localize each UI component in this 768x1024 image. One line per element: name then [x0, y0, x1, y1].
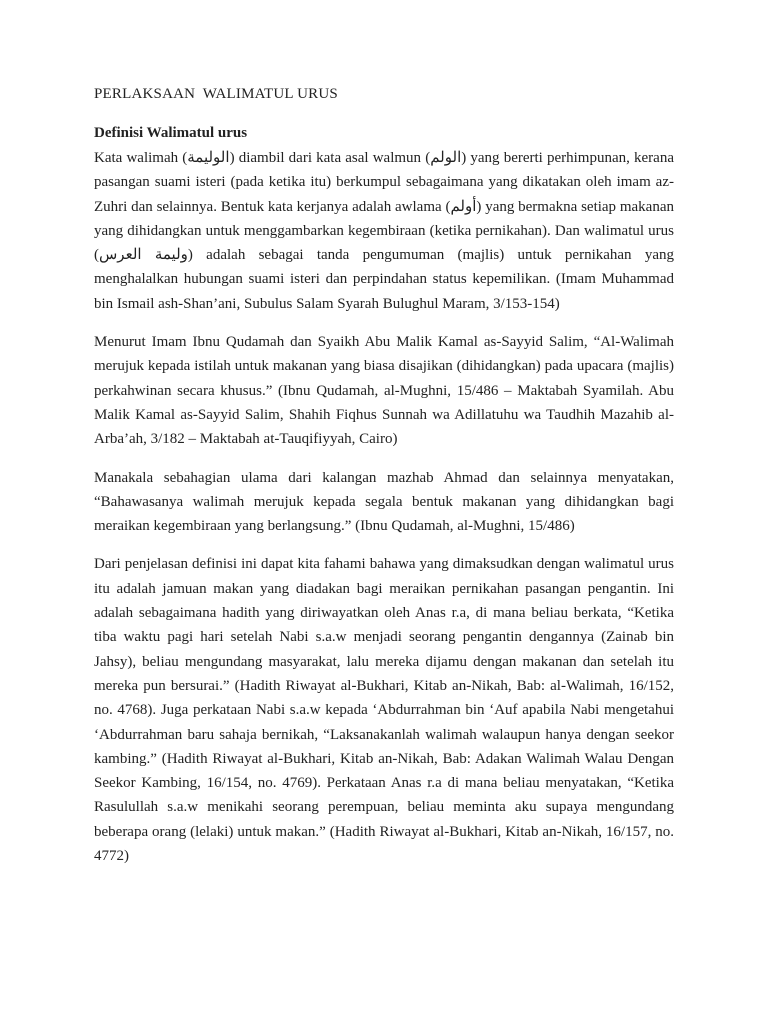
paragraph-hadith: Dari penjelasan definisi ini dapat kita fahami bahawa yang dimaksudkan dengan walimatul urus itu adalah jamuan makan yang diadakan bagi meraikan pernikahan pasangan pengantin. Ini adalah sebagaimana hadith yang diriwayatkan oleh Anas r.a, di mana beliau berkata, “Ketika tiba waktu pagi hari setelah Nabi s.a.w menjadi seorang pengantin dengannya (Zainab bin Jahsy), beliau mengundang masyarakat, lalu mereka dijamu dengan makanan dan setelah itu mereka pun bersurai.” (Hadith Riwayat al-Bukhari, Kitab an-Nikah, Bab: al-Walimah, 16/152, no. 4768). Juga perkataan Nabi s.a.w kepada ‘Abdurrahman bin ‘Auf apabila Nabi mengetahui ‘Abdurrahman baru sahaja bernikah, “Laksanakanlah walimah walaupun hanya dengan seekor kambing.” (Hadith Riwayat al-Bukhari, Kitab an-Nikah, Bab: Adakan Walimah Walau Dengan Seekor Kambing, 16/154, no. 4769). Perkataan Anas r.a di mana beliau menyatakan, “Ketika Rasulullah s.a.w menikahi seorang perempuan, beliau meminta aku supaya mengundang beberapa orang (lelaki) untuk makan.” (Hadith Riwayat al-Bukhari, Kitab an-Nikah, 16/157, no. 4772) [94, 556, 674, 865]
paragraph-ibnu-qudamah: Menurut Imam Ibnu Qudamah dan Syaikh Abu Malik Kamal as-Sayyid Salim, “Al-Walimah merujuk kepada istilah untuk makanan yang biasa disajikan (dihidangkan) pada upacara (majlis) perkahwinan secara khusus.” (Ibnu Qudamah, al-Mughni, 15/486 – Maktabah Syamilah. Abu Malik Kamal as-Sayyid Salim, Shahih Fiqhus Sunnah wa Adillatuhu wa Taudhih Mazahib al-Arba’ah, 3/182 – Maktabah at-Tauqifiyyah, Cairo) [94, 334, 674, 448]
document-title: PERLAKSAAN WALIMATUL URUS [94, 86, 338, 102]
paragraph-definition: Kata walimah (الوليمة) diambil dari kata asal walmun (الولم) yang bererti perhimpunan, kerana pasangan suami isteri (pada ketika itu) berkumpul sebagaimana yang dikatakan oleh imam az-Zuhri dan selainnya. Bentuk kata kerjanya adalah awlama (أولم) yang bermakna setiap makanan yang dihidangkan untuk menggambarkan kegembiraan (ketika pernikahan). Dan walimatul urus (وليمة العرس) adalah sebagai tanda pengumuman (majlis) untuk pernikahan yang menghalalkan hubungan suami isteri dan perpindahan status kepemilikan. (Imam Muhammad bin Ismail ash-Shan’ani, Subulus Salam Syarah Bulughul Maram, 3/153-154) [94, 150, 674, 312]
paragraph-mazhab-ahmad: Manakala sebahagian ulama dari kalangan mazhab Ahmad dan selainnya menyatakan, “Bahawasanya walimah merujuk kepada segala bentuk makanan yang dihidangkan bagi meraikan kegembiraan yang berlangsung.” (Ibnu Qudamah, al-Mughni, 15/486) [94, 469, 674, 535]
section-heading: Definisi Walimatul urus [94, 125, 248, 141]
